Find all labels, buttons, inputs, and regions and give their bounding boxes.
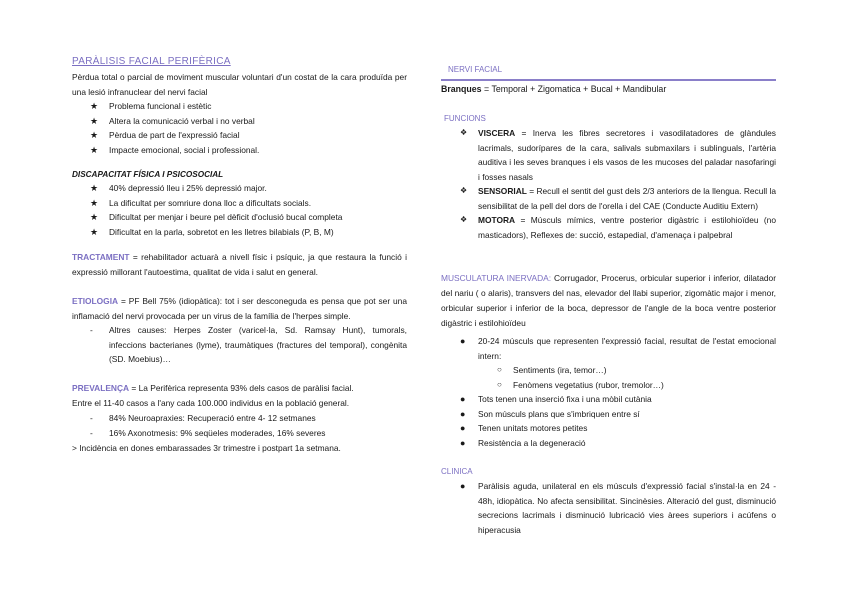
disability-list xyxy=(72,181,407,239)
clinic-list xyxy=(441,479,776,537)
bullet-dot-icon: ● xyxy=(460,394,466,404)
star-bullet-icon: ★ xyxy=(90,212,99,222)
section-heading-clinica: CLINICA xyxy=(441,467,473,476)
disability-heading: DISCAPACITAT FÍSICA I PSICOSOCIAL xyxy=(72,170,224,179)
list-item: ★ 40% depressió lleu i 25% depressió major. xyxy=(72,181,407,196)
list-item: ❖ SENSORIAL = Recull el sentit del gust dels 2/3 anteriors de la llengua. Recull la sensibilitat de la pell del dors de l'orella i del CAE (Conducte Auditiu Extern) xyxy=(460,186,776,211)
bullet-dot-icon: ● xyxy=(460,408,466,419)
star-bullet-icon: ★ xyxy=(90,226,99,237)
bullet-dot-icon: ● xyxy=(460,437,466,448)
branches-line: Branques = Temporal + Zigomatica + Bucal + Mandibular xyxy=(441,84,667,94)
bullet-dot-icon: ● xyxy=(460,336,466,346)
bullet-dot-icon: ● xyxy=(460,423,466,433)
star-bullet-icon: ★ xyxy=(90,197,99,208)
list-item: ★ Dificultat en la parla, sobretot en les lletres bilabials (P, B, M) xyxy=(72,225,407,240)
bullet-dot-icon: ● xyxy=(460,481,466,491)
list-item: ● Tenen unitats motores petites xyxy=(441,421,776,436)
muscles-label: MUSCULATURA INERVADA: xyxy=(441,273,552,283)
functions-list xyxy=(441,126,776,242)
muscle-points-list xyxy=(441,334,776,363)
muscle-properties-list xyxy=(441,392,776,450)
diamond-bullet-icon: ❖ xyxy=(460,186,468,195)
list-item: ○ Sentiments (ira, temor…) xyxy=(441,363,776,378)
list-item: ★ La dificultat per somriure dona lloc a dificultats socials. xyxy=(72,196,407,211)
etiology-label: ETIOLOGIA xyxy=(72,296,119,306)
list-item: ★ Impacte emocional, social i professional. xyxy=(72,143,407,158)
etiology-list xyxy=(72,323,407,367)
prevalence-paragraph: PREVALENÇA = La Perifèrica representa 93% dels casos de paràlisi facial. xyxy=(72,383,354,393)
star-bullet-icon: ★ xyxy=(90,183,99,193)
page-title: PARÀLISIS FACIAL PERIFÈRICA xyxy=(72,56,231,67)
muscle-subpoints-list xyxy=(441,363,776,392)
diamond-bullet-icon: ❖ xyxy=(460,128,468,137)
treatment-paragraph: TRACTAMENT = rehabilitador actuarà a nivell físic i psíquic, ja que restaura la funció i expressió millorant l'autoestima, qualitat de vida i salut en general. xyxy=(72,252,407,277)
prevalence-label: PREVALENÇA xyxy=(72,383,130,393)
muscles-paragraph: MUSCULATURA INERVADA: Corrugador, Procerus, orbicular superior i inferior, dilatador del nariu ( o alaris), transvers del nas, elevador del llabi superior, zigomàtic major i menor, orbicular superior i inferior de la boca, depressor de l'angle de la boca ventre posterior digàstric i estilohioïdeu xyxy=(441,273,776,328)
list-item: ● Paràlisis aguda, unilateral en els músculs d'expressió facial s'instal·la en 24 - 48h, idiopàtica. No afecta sensibilitat. Sincinèsies. Alteració del gust, disminució secrecions lacrimals i disminució lubricació vies àrees superiors i acúfens o hiperacusia xyxy=(460,481,776,535)
star-bullet-icon: ★ xyxy=(90,130,99,140)
star-bullet-icon: ★ xyxy=(90,101,99,111)
divider xyxy=(441,79,776,81)
list-item: ★ Dificultat per menjar i beure pel dèficit d'oclusió bucal completa xyxy=(72,210,407,225)
list-item: ● Son músculs plans que s'imbriquen entre sí xyxy=(441,407,776,422)
list-item: ● 20-24 músculs que representen l'expressió facial, resultat de l'estat emocional intern: xyxy=(460,336,776,361)
list-item: ❖ VISCERA = Inerva les fibres secretores i vasodilatadores de glàndules lacrimals, sudorípares de la cara, salivals submaxilars i sublinguals, l'artèria auditiva i les seves branques i els vasos de les mucoses del paladar nasofaringi i fosses nasals xyxy=(460,128,776,182)
treatment-label: TRACTAMENT xyxy=(72,252,130,262)
list-item: ● Tots tenen una inserció fixa i una mòbil cutània xyxy=(441,392,776,407)
definition-paragraph: Pèrdua total o parcial de moviment muscular voluntari d'un costat de la cara produïda per una lesió infranuclear del nervi facial xyxy=(72,72,407,97)
branches-label: Branques xyxy=(441,84,482,94)
section-heading-nervi-facial: NERVI FACIAL xyxy=(448,65,503,74)
list-item: - 16% Axonotmesis: 9% seqüeles moderades, 16% severes xyxy=(90,427,326,438)
list-item: ★ Pèrdua de part de l'expressió facial xyxy=(72,128,407,143)
circle-bullet-icon: ○ xyxy=(497,365,502,374)
circle-bullet-icon: ○ xyxy=(497,379,502,389)
etiology-paragraph: ETIOLOGIA = PF Bell 75% (idiopàtica): tot i ser desconeguda es pensa que pot ser una inflamació del nervi provocada per un virus de la família de l'herpes simple. xyxy=(72,296,407,321)
pregnancy-note: > Incidència en dones embarassades 3r trimestre i postpart 1a setmana. xyxy=(72,443,341,453)
impact-list xyxy=(72,99,407,157)
list-item: ★ Problema funcional i estètic xyxy=(72,99,407,114)
list-item: ○ Fenòmens vegetatius (rubor, tremolor…) xyxy=(441,378,776,393)
list-item: ● Resistència a la degeneració xyxy=(441,436,776,451)
list-item: - Altres causes: Herpes Zoster (varicel·la, Sd. Ramsay Hunt), tumorals, infeccions bacterianes (lyme), traumàtiques (fractures del temporal), congènita (SD. Moebius)… xyxy=(90,325,407,364)
prevalence-list xyxy=(72,411,407,440)
star-bullet-icon: ★ xyxy=(90,144,99,155)
diamond-bullet-icon: ❖ xyxy=(460,215,468,224)
prevalence-line: Entre el 11-40 casos a l'any cada 100.000 individus en la població general. xyxy=(72,398,350,408)
list-item: - 84% Neuroapraxies: Recuperació entre 4- 12 setmanes xyxy=(90,413,316,423)
list-item: ★ Altera la comunicació verbal i no verbal xyxy=(72,114,407,129)
star-bullet-icon: ★ xyxy=(90,115,99,126)
list-item: ❖ MOTORA = Músculs mímics, ventre posterior digàstric i estilohioïdeu (no masticadors), Reflexes de: succió, estapedial, d'amenaça i palpebral xyxy=(460,215,776,240)
section-heading-funcions: FUNCIONS xyxy=(444,114,486,123)
